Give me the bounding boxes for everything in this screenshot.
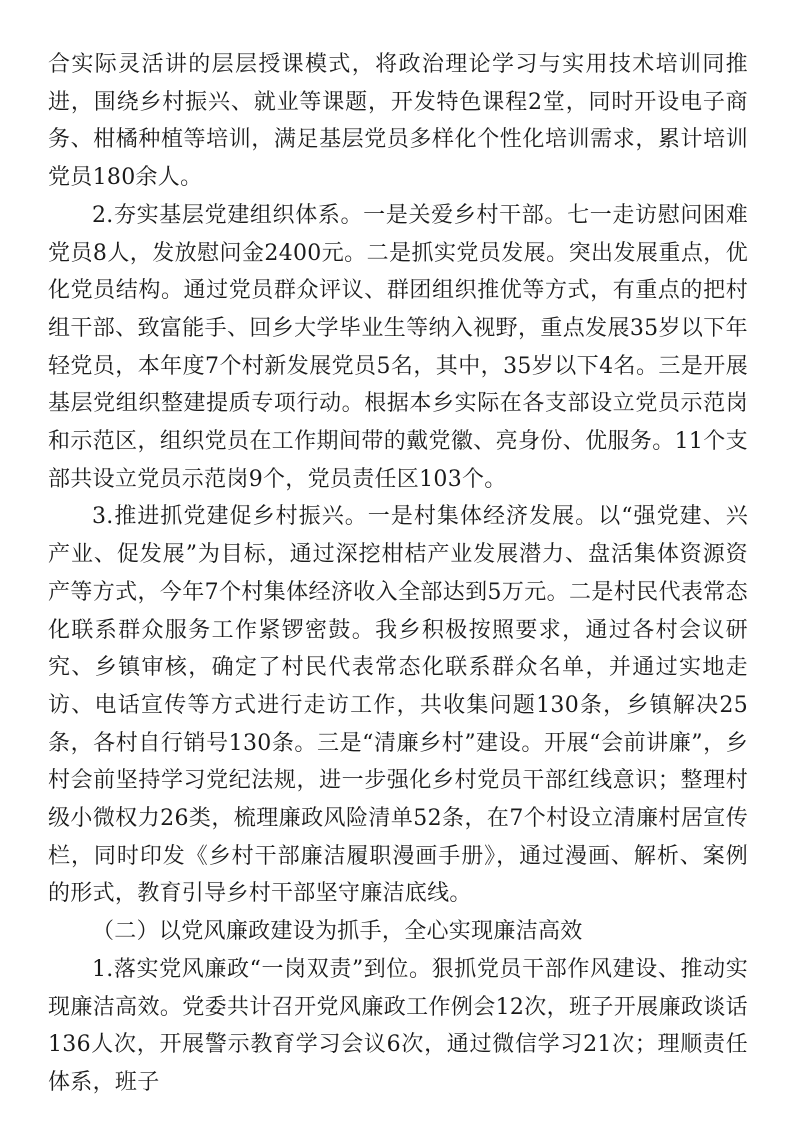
paragraph-party-organization: 2.夯实基层党建组织体系。一是关爱乡村干部。七一走访慰问困难党员8人，发放慰问金2400元。二是抓实党员发展。突出发展重点，优化党员结构。通过党员群众评议、群团组织推优等方式，有重点的把村组干部、致富能手、回乡大学毕业生等纳入视野，重点发展35岁以下年轻党员，本年度7个村新发展党员5名，其中，35岁以下4名。三是开展基层党组织整建提质专项行动。根据本乡实际在各支部设立党员示范岗和示范区，组织党员在工作期间带的戴党徽、亮身份、优服务。11个支部共设立党员示范岗9个，党员责任区103个。 xyxy=(48,202,748,492)
paragraph-one-post-two-duties: 1.落实党风廉政“一岗双责”到位。狠抓党员干部作风建设、推动实现廉洁高效。党委共计召开党风廉政工作例会12次，班子开展廉政谈话136人次，开展警示教育学习会议6次，通过微信学习21次；理顺责任体系，班子 xyxy=(48,956,748,1095)
section-heading: （二）以党风廉政建设为抓手，全心实现廉洁高效 xyxy=(92,919,583,945)
document-body xyxy=(48,46,748,1102)
paragraph-rural-revitalization: 3.推进抓党建促乡村振兴。一是村集体经济发展。以“强党建、兴产业、促发展”为目标，通过深挖柑桔产业发展潜力、盘活集体资源资产等方式，今年7个村集体经济收入全部达到5万元。二是村民代表常态化联系群众服务工作紧锣密鼓。我乡积极按照要求，通过各村会议研究、乡镇审核，确定了村民代表常态化联系群众名单，并通过实地走访、电话宣传等方式进行走访工作，共收集问题130条，乡镇解决25条，各村自行销号130条。三是“清廉乡村”建设。开展“会前讲廉”，乡村会前坚持学习党纪法规，进一步强化乡村党员干部红线意识；整理村级小微权力26类，梳理廉政风险清单52条，在7个村设立清廉村居宣传栏，同时印发《乡村干部廉洁履职漫画手册》，通过漫画、解析、案例的形式，教育引导乡村干部坚守廉洁底线。 xyxy=(48,504,748,907)
paragraph-continuation: 合实际灵活讲的层层授课模式，将政治理论学习与实用技术培训同推进，围绕乡村振兴、就业等课题，开发特色课程2堂，同时开设电子商务、柑橘种植等培训，满足基层党员多样化个性化培训需求，累计培训党员180余人。 xyxy=(48,52,748,191)
